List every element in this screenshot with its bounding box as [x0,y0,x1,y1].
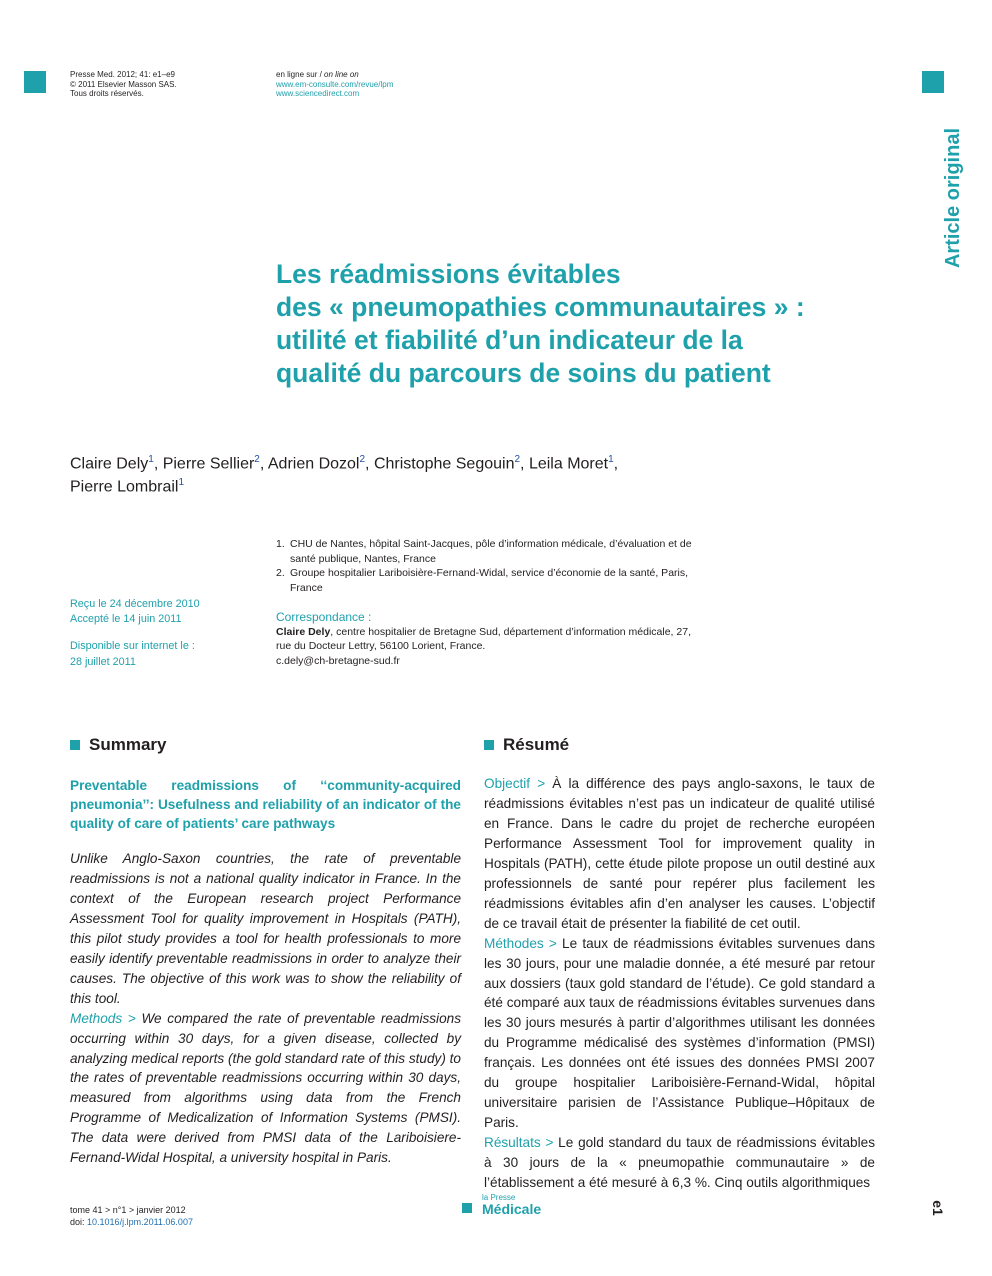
author: Claire Dely [70,455,149,473]
author-sup: 2 [254,454,260,465]
resume-body [484,774,875,1193]
url-sciencedirect[interactable]: www.sciencedirect.com [276,89,360,98]
online-label: en ligne sur / on line on [276,70,359,79]
journal-info [70,70,260,99]
author-sup: 1 [178,477,185,489]
corner-square-right [922,71,944,93]
correspondence-address: Claire Dely, centre hospitalier de Bretagne Sud, département d’information médicale, 27, rue du Docteur Lettry, 56100 Lorient, France. [276,625,691,653]
journal-citation: Presse Med. 2012; 41: e1–e9 [70,70,175,79]
url-em-consulte[interactable]: www.em-consulte.com/revue/lpm [276,79,394,89]
correspondence [276,610,696,669]
author: Pierre Sellier [162,455,255,473]
author: Leila Moret [528,455,609,473]
summary-intro: Unlike Anglo-Saxon countries, the rate of preventable readmissions is not a national quality indicator in France. In the context of the European research project Performance Assessment Tool for quality improvement in Hospitals (PATH), this pilot study provides a tool for health professionals to more easily identify preventable readmissions in order to analyze their causes. The objective of this work was to show the reliability of this tool. [70,851,461,1006]
summary-title: Preventable readmissions of ‘‘community-acquired pneumonia’’: Usefulness and reliability of an indicator of the quality of care of patients’ care pathways [70,778,461,831]
section-label: Article original [942,128,964,269]
online-date-label: Disponible sur internet le : [70,640,195,652]
summary-body [70,849,461,1168]
received-date: Reçu le 24 décembre 2010 [70,598,200,610]
author: Adrien Dozol [267,455,360,473]
logo-top-text: la Presse [482,1193,516,1202]
affiliation-item: 2. Groupe hospitalier Lariboisière-Fernand-Widal, service d’économie de la santé, Paris, France [276,567,689,595]
logo-main-text: Médicale [482,1201,542,1217]
copyright: © 2011 Elsevier Masson SAS. [70,79,177,89]
title-line: utilité et fiabilité d’un indicateur de la [276,325,743,355]
correspondence-email[interactable]: c.dely@ch-bretagne-sud.fr [276,655,400,668]
issue-info: tome 41 > n°1 > janvier 2012 [70,1205,186,1215]
author-sup: 1 [608,454,614,465]
affiliation-item: 1. CHU de Nantes, hôpital Saint-Jacques, pôle d’information médicale, d’évaluation et de santé publique, Nantes, France [276,538,692,565]
methodes-text: Le taux de réadmissions évitables survenues dans les 30 jours, pour une maladie donnée, a été mesuré par retour aux dossiers (taux gold standard de l’étude). Ce gold standard a été comparé aux taux de réadmissions évitables survenues dans les 30 jours mesurés à partir d’algorithmes utilisant les données du Programme médicalisé des systèmes d’information (PMSI) français. Les données ont été issues des données PMSI 2007 du groupe hospitalier Lariboisière-Fernand-Widal, hôpital universitaire parisien de l’Assistance Publique–Hôpitaux de Paris. [484,935,875,1131]
affiliations [276,537,696,596]
author-sup: 2 [514,454,521,465]
title-line: des « pneumopathies communautaires » : [276,292,805,322]
resultats-label: Résultats > [484,1135,554,1151]
author: Pierre Lombrail [70,478,179,496]
rights: Tous droits réservés. [70,89,144,98]
correspondence-label: Correspondance : [276,610,372,624]
bullet-square [70,740,80,750]
online-date: 28 juillet 2011 [70,656,136,668]
corner-square-left [24,71,46,93]
author-sup: 2 [359,454,366,465]
resultats-text: Le gold standard du taux de réadmissions évitables à 30 jours de la « pneumopathie communautaire » de l’établissement a été mesuré à 6,3 %. Cinq outils algorithmiques [484,1135,875,1191]
author-sup: 1 [148,454,154,465]
resume-heading: Résumé [484,735,569,755]
author-list: Claire Dely$^1$, Pierre Sellier$^2$, Adrien Dozol$^2$, Christophe Segouin$^2$, Leila Moret$^1$, Pierre Lombrail$^1$ [70,454,619,496]
methods-text: We compared the rate of preventable readmissions occurring within 30 days, for a given disease, collected by analyzing medical reports (the gold standard rate of this study) to the rates of preventable readmissions occurring within 30 days, measured from algorithms using data from the French Programme of Medicalization of Information Systems (PMSI). The data were derived from PMSI data of the Lariboisiere-Fernand-Widal Hospital, a university hospital in Paris. [70,1010,461,1166]
title-line: qualité du parcours de soins du patient [276,358,771,388]
title-line: Les réadmissions évitables [276,259,621,289]
doi-link[interactable]: 10.1016/j.lpm.2011.06.007 [87,1216,193,1227]
journal-logo [462,1194,541,1216]
objectif-label: Objectif > [484,776,546,791]
footer-info [70,1205,193,1228]
methodes-label: Méthodes > [484,935,557,951]
summary-heading: Summary [70,735,166,755]
page-number: e1 [929,1200,946,1216]
logo-square [462,1203,472,1213]
author: Christophe Segouin [373,455,515,473]
online-info [276,70,526,99]
objectif-text: À la différence des pays anglo-saxons, le taux de réadmissions évitables n’est pas un indicateur de qualité utilisé en France. Dans le cadre du projet de recherche européen Performance Assessment Tool for improvement quality in Hospitals (PATH), cette étude pilote propose un outil destiné aux professionnels de santé pour repérer plus facilement les réadmissions évitables afin d’en analyser les causes. L’objectif de ce travail était de présenter la fiabilité de cet outil. [484,776,875,931]
bullet-square [484,740,494,750]
methods-label: Methods > [70,1010,136,1026]
doi: doi: 10.1016/j.lpm.2011.06.007 [70,1216,193,1227]
article-title [276,258,896,390]
accepted-date: Accepté le 14 juin 2011 [70,613,182,625]
